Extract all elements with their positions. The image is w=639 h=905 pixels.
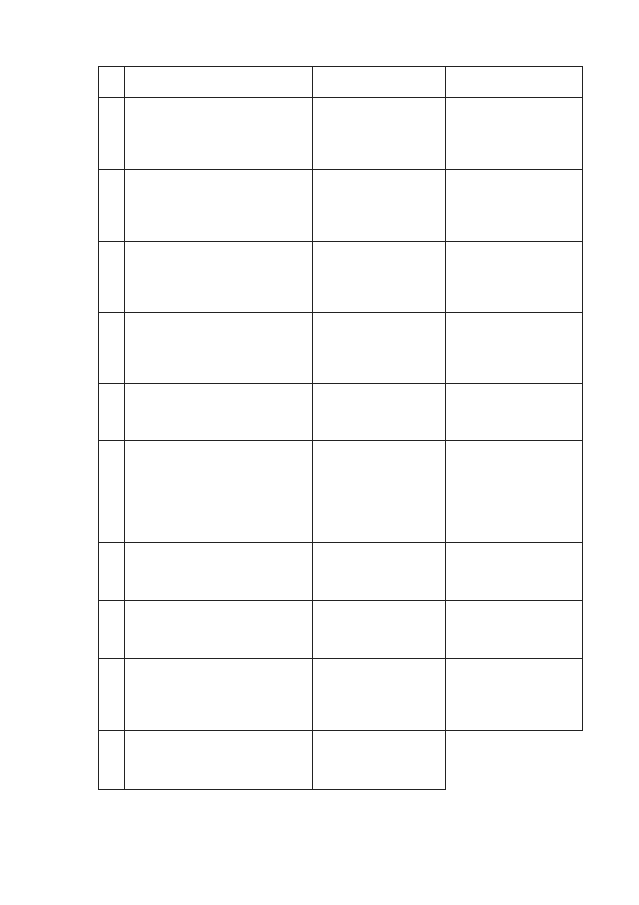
institution-name — [125, 242, 313, 313]
row-number — [99, 731, 125, 790]
mark-col-b — [446, 384, 583, 441]
mark-col-a — [313, 98, 446, 170]
mark-col-a — [313, 242, 446, 313]
row-number — [99, 601, 125, 659]
row-number — [99, 441, 125, 543]
row-number — [99, 543, 125, 601]
mark-col-a — [313, 313, 446, 384]
institution-name — [125, 543, 313, 601]
mark-col-b — [446, 313, 583, 384]
institution-name — [125, 601, 313, 659]
mark-col-b — [446, 242, 583, 313]
table-row — [99, 601, 583, 659]
mark-col-a — [313, 384, 446, 441]
institution-name — [125, 170, 313, 242]
mark-col-b — [446, 659, 583, 731]
institution-name — [125, 441, 313, 543]
row-number — [99, 384, 125, 441]
mark-col-b — [446, 441, 583, 543]
mark-col-b — [446, 67, 583, 98]
mark-col-a — [313, 543, 446, 601]
mark-col-a — [313, 731, 446, 790]
table-row — [99, 441, 583, 543]
table-row — [99, 384, 583, 441]
table-row — [99, 242, 583, 313]
table-row — [99, 98, 583, 170]
institution-name — [125, 384, 313, 441]
mark-col-b — [446, 170, 583, 242]
institution-name — [125, 731, 313, 790]
table-row — [99, 543, 583, 601]
table-row — [99, 659, 583, 731]
institution-name — [125, 98, 313, 170]
row-number — [99, 170, 125, 242]
table-row — [99, 67, 583, 98]
table-body — [99, 67, 583, 790]
mark-col-b — [446, 543, 583, 601]
mark-col-a — [313, 601, 446, 659]
table-row — [99, 170, 583, 242]
table-row — [99, 313, 583, 384]
row-number — [99, 313, 125, 384]
mark-col-a — [313, 659, 446, 731]
mark-col-b — [446, 601, 583, 659]
mark-col-a — [313, 441, 446, 543]
row-number — [99, 659, 125, 731]
row-number — [99, 98, 125, 170]
row-number — [99, 242, 125, 313]
mark-col-b — [446, 98, 583, 170]
institutions-table — [98, 66, 583, 790]
mark-col-a — [313, 170, 446, 242]
table-row — [99, 731, 583, 790]
institution-name — [125, 67, 313, 98]
institution-name — [125, 313, 313, 384]
mark-col-a — [313, 67, 446, 98]
row-number — [99, 67, 125, 98]
institution-name — [125, 659, 313, 731]
